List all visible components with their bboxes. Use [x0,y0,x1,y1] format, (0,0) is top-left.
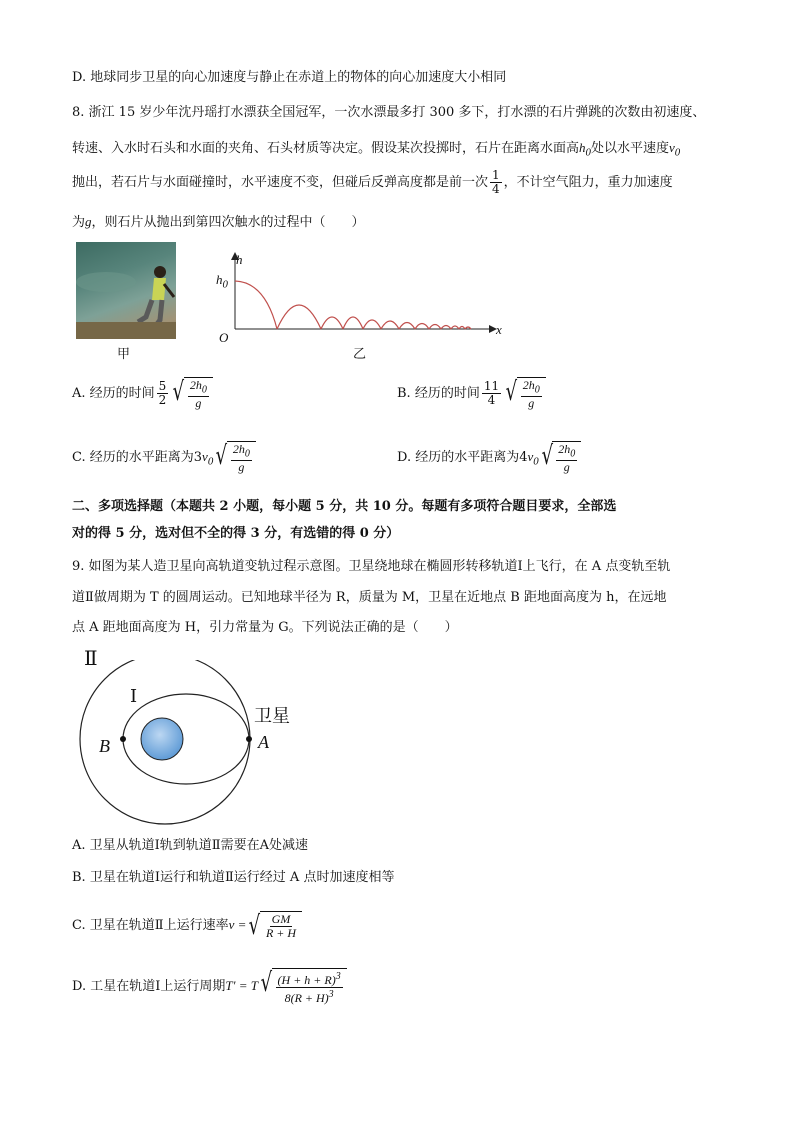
q9-stem-line3: 点 A 距地面高度为 H，引力常量为 G。下列说法正确的是（ ） [72,620,458,635]
q9-option-c: C. 卫星在轨道Ⅱ上运行速率v = √ $\frac{GM}{R + H}$ [72,905,302,946]
orbit-i-label: Ⅰ [130,686,138,707]
q9-stem-line1: 9. 如图为某人造卫星向高轨道变轨过程示意图。卫星绕地球在椭圆形转移轨道Ⅰ上飞行，在 A 点变轨至轨 [72,559,671,574]
q8-stem-line2b: 处以水平速度 [590,141,669,156]
axis-h-label: h [236,252,243,267]
q9-option-b: B. 卫星在轨道Ⅰ运行和轨道Ⅱ运行经过 A 点时加速度相等 [72,870,395,885]
figure-a-caption: 甲 [117,347,131,362]
fraction-one-quarter: $\frac{1}{4}$ [492,168,500,196]
person-silhouette [76,242,176,339]
point-a-label: A [258,732,269,752]
section-2-heading-line1: 二、多项选择题（本题共 2 小题，每小题 5 分，共 10 分。每题有多项符合题目要求，全部选 [72,499,617,514]
q7-option-d: D. 地球同步卫星的向心加速度与静止在赤道上的物体的向心加速度大小相同 [72,70,507,85]
axis-x-label: x [496,322,502,337]
q8-stem-line2a: 转速、入水时石头和水面的夹角、石头材质等决定。假设某次投掷时，石片在距离水面高 [72,141,580,156]
q8-stem-line3 [72,168,673,198]
q8-stem-line4 [72,212,365,233]
q9-option-a: A. 卫星从轨道Ⅰ轨到轨道Ⅱ需要在A处减速 [72,838,309,853]
q8-stem-line4a: 为 [72,215,86,230]
q8-stem-line2 [72,138,680,163]
h0-symbol: $h_0$ [579,140,591,159]
point-b-label: B [99,736,110,756]
q8-stem-line3a: 抛出，若石片与水面碰撞时，水平速度不变，但碰后反弹高度都是前一次 [72,175,489,190]
g-symbol: g [85,214,92,229]
orbit-ii-label: Ⅱ [84,646,98,670]
point-a-dot [246,736,252,742]
axis-h0-label: $h_0$ [216,272,228,291]
q8-option-d: D. 经历的水平距离为$4v_0$ √ $\frac{2h_0}{g}$ [397,437,581,482]
q9-option-d: D. 工星在轨道Ⅰ上运行周期T′ = T √ $\frac{(H + h + R)^3}{8(R + H)^3}$ [72,964,347,1009]
q8-stem-line1: 8. 浙江 15 岁少年沈丹瑶打水漂获全国冠军，一次水漂最多打 300 多下，打水漂的石片弹跳的次数由初速度、 [72,105,706,120]
q8-option-b: B. 经历的时间 $\frac{11}{4}$ √ $\frac{2h_0}{g}$ [397,374,546,414]
q9-stem-line2: 道Ⅱ做周期为 T 的圆周运动。已知地球半径为 R，质量为 M，卫星在近地点 B 距地面高度为 h，在远地 [72,590,667,605]
earth-icon [141,718,183,760]
v0-symbol: $v_0$ [668,140,681,159]
q8-stem-line3b: ，不计空气阻力，重力加速度 [503,175,673,190]
section-2-heading-line2: 对的得 5 分，选对但不全的得 3 分，有选错的得 0 分） [72,526,400,541]
trajectory-diagram [210,248,510,348]
axis-origin-label: O [219,330,229,345]
stone-skipping-photo [76,242,176,339]
point-b-dot [120,736,126,742]
figure-b-caption: 乙 [353,347,367,362]
q8-option-a: A. 经历的时间 $\frac{5}{2}$ √ $\frac{2h_0}{g}$ [72,374,213,414]
satellite-label: 卫星 [254,706,290,727]
first-arc [235,281,277,329]
q8-stem-line4b: ，则石片从抛出到第四次触水的过程中（ ） [91,215,365,230]
q8-option-c: C. 经历的水平距离为$3v_0$ √ $\frac{2h_0}{g}$ [72,437,256,482]
